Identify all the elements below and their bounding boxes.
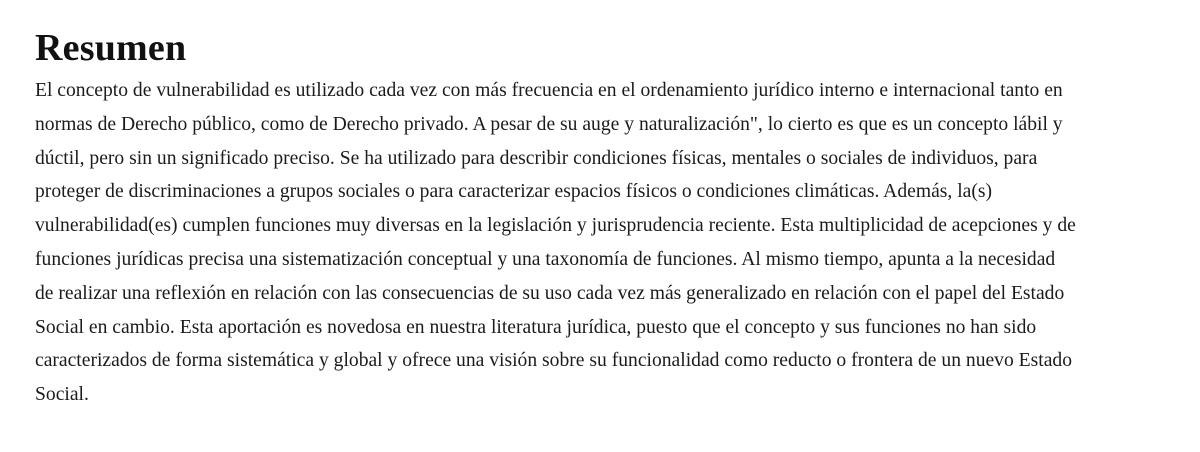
paragraph-line: de realizar una reflexión en relación con las consecuencias de su uso cada vez más generalizado en relación con el papel del Estado — [35, 282, 1065, 304]
paragraph-line: proteger de discriminaciones a grupos sociales o para caracterizar espacios físicos o condiciones climáticas. Además, la(s) — [35, 181, 993, 203]
paragraph-line: El concepto de vulnerabilidad es utilizado cada vez con más frecuencia en el ordenamiento jurídico interno e internacional tanto en — [35, 80, 1063, 101]
paragraph-line: caracterizados de forma sistemática y global y ofrece una visión sobre su funcionalidad como reducto o frontera de un nuevo Estado — [35, 350, 1073, 372]
paragraph-line: dúctil, pero sin un significado preciso. Se ha utilizado para describir condiciones físicas, mentales o sociales de individuos, para — [35, 147, 1038, 169]
abstract-paragraph — [35, 74, 1145, 412]
abstract-section — [35, 26, 1145, 412]
paragraph-line: funciones jurídicas precisa una sistematización conceptual y una taxonomía de funciones. Al mismo tiempo, apunta a la necesidad — [35, 248, 1056, 270]
paragraph-line: normas de Derecho público, como de Derecho privado. A pesar de su auge y naturalización", lo cierto es que es un concepto lábil y — [35, 113, 1063, 135]
paragraph-line: Social. — [35, 384, 89, 406]
abstract-heading: Resumen — [35, 27, 187, 69]
paragraph-line: vulnerabilidad(es) cumplen funciones muy diversas en la legislación y jurisprudencia reciente. Esta multiplicidad de acepciones y de — [35, 215, 1076, 237]
paragraph-line: Social en cambio. Esta aportación es novedosa en nuestra literatura jurídica, puesto que el concepto y sus funciones no han sido — [35, 316, 1037, 338]
